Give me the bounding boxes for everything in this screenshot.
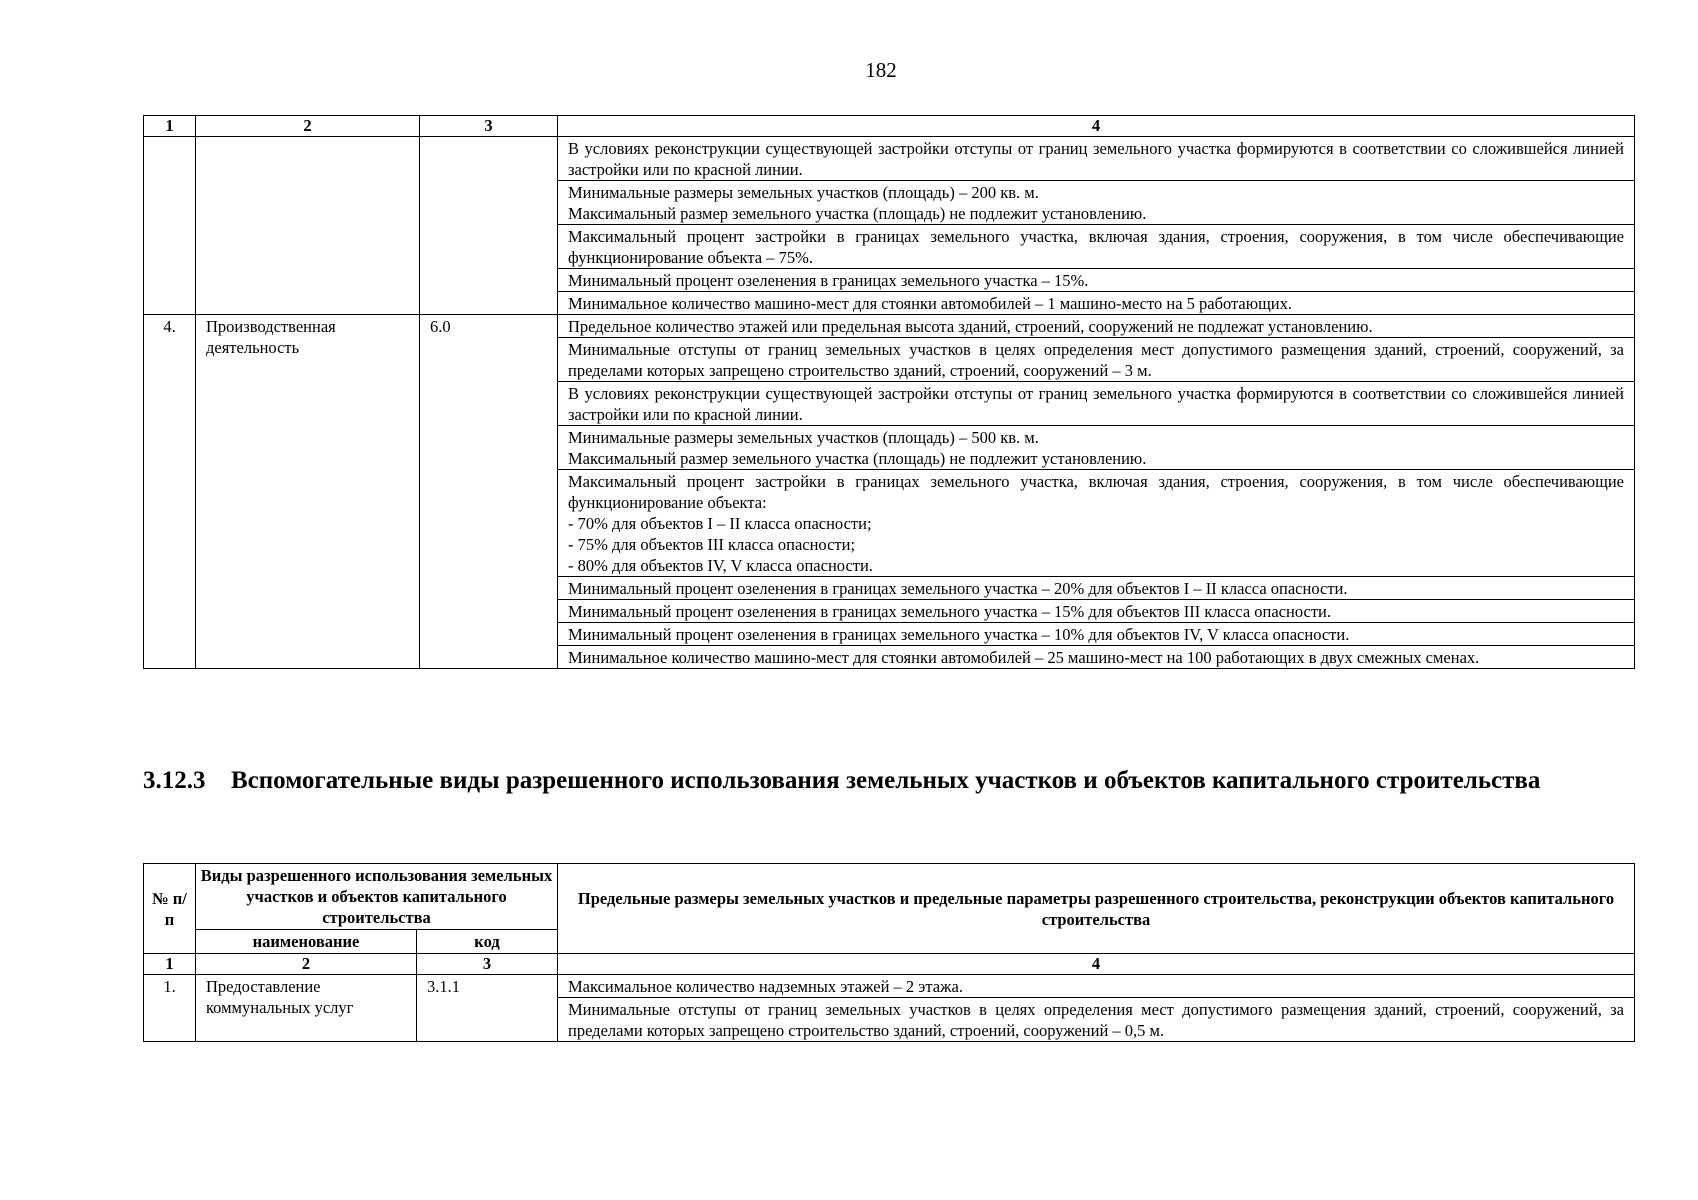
param-cell: Минимальное количество машино-мест для стоянки автомобилей – 25 машино-мест на 100 работающих в двух смежных сменах. — [558, 646, 1635, 669]
param-cell: Минимальные размеры земельных участков (площадь) – 200 кв. м. Максимальный размер земельного участка (площадь) не подлежит установлению. — [558, 181, 1635, 225]
header-use-types: Виды разрешенного использования земельных участков и объектов капитального строительства — [196, 864, 558, 930]
col-number: 4 — [558, 954, 1635, 975]
param-cell: Минимальный процент озеленения в границах земельного участка – 15%. — [558, 269, 1635, 292]
use-type-name: Предоставление коммунальных услуг — [196, 975, 417, 1042]
param-cell: Максимальный процент застройки в границах земельного участка, включая здания, строения, сооружения, в том числе обеспечивающие функционирование объекта: - 70% для объектов I – II класса опасности; - 75% для объектов III класса опасности; - 80% для объектов IV, V класса опасности. — [558, 470, 1635, 577]
table-row — [144, 315, 1635, 338]
col-number: 3 — [417, 954, 558, 975]
table-header-row — [144, 864, 1635, 930]
header-num: № п/п — [144, 864, 196, 954]
col-number: 4 — [558, 116, 1635, 137]
column-number-row — [144, 954, 1635, 975]
param-cell: В условиях реконструкции существующей застройки отступы от границ земельного участка формируются в соответствии со сложившейся линией застройки или по красной линии. — [558, 137, 1635, 181]
table-row — [144, 137, 1635, 181]
header-name: наименование — [196, 930, 417, 954]
param-cell: Минимальные отступы от границ земельных участков в целях определения мест допустимого размещения зданий, строений, сооружений, за пределами которых запрещено строительство зданий, строений, сооружений – 3 м. — [558, 338, 1635, 382]
param-cell: Минимальный процент озеленения в границах земельного участка – 20% для объектов I – II класса опасности. — [558, 577, 1635, 600]
empty-cell — [420, 137, 558, 315]
param-cell: В условиях реконструкции существующей застройки отступы от границ земельного участка формируются в соответствии со сложившейся линией застройки или по красной линии. — [558, 382, 1635, 426]
use-type-name: Производственная деятельность — [196, 315, 420, 669]
table-row — [144, 975, 1635, 998]
param-cell: Минимальное количество машино-мест для стоянки автомобилей – 1 машино-место на 5 работающих. — [558, 292, 1635, 315]
col-number: 3 — [420, 116, 558, 137]
header-code: код — [417, 930, 558, 954]
col-number: 1 — [144, 116, 196, 137]
row-number: 4. — [144, 315, 196, 669]
use-type-code: 6.0 — [420, 315, 558, 669]
param-cell: Минимальные отступы от границ земельных участков в целях определения мест допустимого размещения зданий, строений, сооружений, за пределами которых запрещено строительство зданий, строений, сооружений – 0,5 м. — [558, 998, 1635, 1042]
use-type-code: 3.1.1 — [417, 975, 558, 1042]
section-number: 3.12.3 — [143, 767, 206, 794]
header-limits: Предельные размеры земельных участков и предельные параметры разрешенного строительства, реконструкции объектов капитального строительства — [558, 864, 1635, 954]
auxiliary-uses-table — [143, 863, 1635, 1042]
page-number: 182 — [865, 58, 897, 82]
empty-cell — [196, 137, 420, 315]
parameters-table-continued — [143, 115, 1635, 669]
param-cell: Максимальное количество надземных этажей – 2 этажа. — [558, 975, 1635, 998]
param-cell: Предельное количество этажей или предельная высота зданий, строений, сооружений не подлежат установлению. — [558, 315, 1635, 338]
col-number: 2 — [196, 116, 420, 137]
empty-cell — [144, 137, 196, 315]
col-number: 1 — [144, 954, 196, 975]
section-heading — [143, 764, 1633, 797]
param-cell: Минимальный процент озеленения в границах земельного участка – 10% для объектов IV, V класса опасности. — [558, 623, 1635, 646]
row-number: 1. — [144, 975, 196, 1042]
param-cell: Минимальный процент озеленения в границах земельного участка – 15% для объектов III класса опасности. — [558, 600, 1635, 623]
col-number: 2 — [196, 954, 417, 975]
param-cell: Минимальные размеры земельных участков (площадь) – 500 кв. м. Максимальный размер земельного участка (площадь) не подлежит установлению. — [558, 426, 1635, 470]
column-number-row — [144, 116, 1635, 137]
section-title: Вспомогательные виды разрешенного использования земельных участков и объектов капитального строительства — [231, 767, 1541, 794]
param-cell: Максимальный процент застройки в границах земельного участка, включая здания, строения, сооружения, в том числе обеспечивающие функционирование объекта – 75%. — [558, 225, 1635, 269]
